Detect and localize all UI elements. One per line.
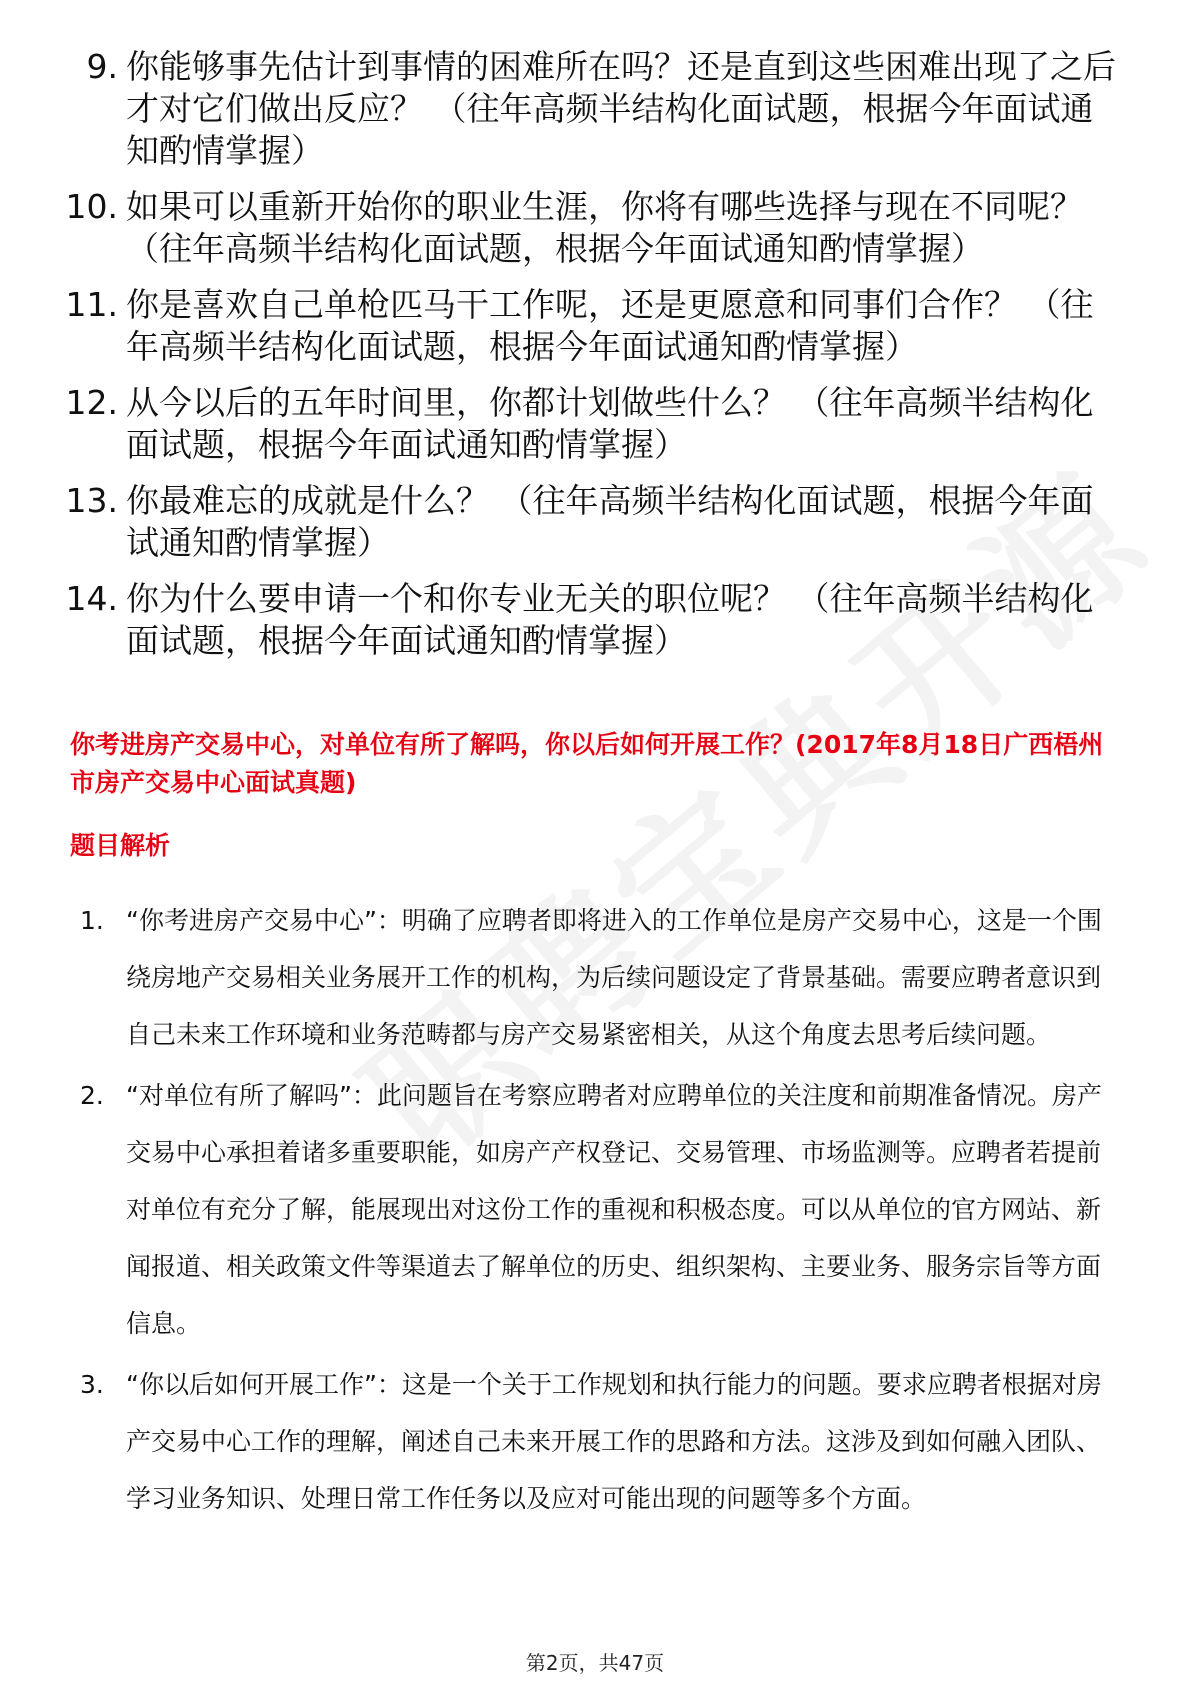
list-item bbox=[80, 1067, 1120, 1352]
list-item bbox=[58, 480, 1118, 564]
item-text: 你最难忘的成就是什么？ （往年高频半结构化面试题，根据今年面试通知酌情掌握） bbox=[126, 481, 1094, 562]
analysis-list bbox=[80, 892, 1120, 1531]
list-item bbox=[58, 186, 1118, 270]
list-item bbox=[58, 382, 1118, 466]
item-text: 你是喜欢自己单枪匹马干工作呢，还是更愿意和同事们合作？ （往年高频半结构化面试题，根据今年面试通知酌情掌握） bbox=[126, 285, 1094, 366]
item-text: “你考进房产交易中心”：明确了应聘者即将进入的工作单位是房产交易中心，这是一个围绕房地产交易相关业务展开工作的机构，为后续问题设定了背景基础。需要应聘者意识到自己未来工作环境和业务范畴都与房产交易紧密相关，从这个角度去思考后续问题。 bbox=[126, 906, 1102, 1049]
item-text: 你为什么要申请一个和你专业无关的职位呢？ （往年高频半结构化面试题，根据今年面试通知酌情掌握） bbox=[126, 579, 1094, 660]
list-item bbox=[58, 46, 1118, 172]
item-number: 10. bbox=[65, 187, 118, 226]
item-number: 1. bbox=[80, 906, 104, 935]
item-number: 12. bbox=[65, 383, 118, 422]
highlighted-question: 你考进房产交易中心，对单位有所了解吗，你以后如何开展工作？(2017年8月18日广西梧州市房产交易中心面试真题) bbox=[70, 730, 1104, 797]
item-number: 14. bbox=[65, 579, 118, 618]
list-item bbox=[58, 578, 1118, 662]
list-item bbox=[80, 1356, 1120, 1527]
item-text: 你能够事先估计到事情的困难所在吗？还是直到这些困难出现了之后才对它们做出反应？ （往年高频半结构化面试题，根据今年面试通知酌情掌握） bbox=[126, 47, 1116, 170]
item-number: 13. bbox=[65, 481, 118, 520]
question-list bbox=[58, 46, 1118, 676]
item-text: 从今以后的五年时间里，你都计划做些什么？ （往年高频半结构化面试题，根据今年面试通知酌情掌握） bbox=[126, 383, 1094, 464]
list-item bbox=[58, 284, 1118, 368]
item-text: “对单位有所了解吗”：此问题旨在考察应聘者对应聘单位的关注度和前期准备情况。房产交易中心承担着诸多重要职能，如房产产权登记、交易管理、市场监测等。应聘者若提前对单位有充分了解，能展现出对这份工作的重视和积极态度。可以从单位的官方网站、新闻报道、相关政策文件等渠道去了解单位的历史、组织架构、主要业务、服务宗旨等方面信息。 bbox=[126, 1081, 1102, 1338]
item-number: 9. bbox=[86, 47, 118, 86]
item-number: 3. bbox=[80, 1370, 104, 1399]
item-number: 2. bbox=[80, 1081, 104, 1110]
item-text: “你以后如何开展工作”：这是一个关于工作规划和执行能力的问题。要求应聘者根据对房产交易中心工作的理解，阐述自己未来开展工作的思路和方法。这涉及到如何融入团队、学习业务知识、处理日常工作任务以及应对可能出现的问题等多个方面。 bbox=[126, 1370, 1102, 1513]
page-footer: 第2页，共47页 bbox=[525, 1651, 665, 1675]
list-item bbox=[80, 892, 1120, 1063]
item-number: 11. bbox=[65, 285, 118, 324]
analysis-heading: 题目解析 bbox=[70, 831, 171, 860]
item-text: 如果可以重新开始你的职业生涯，你将有哪些选择与现在不同呢？ （往年高频半结构化面试题，根据今年面试通知酌情掌握） bbox=[126, 187, 1083, 268]
